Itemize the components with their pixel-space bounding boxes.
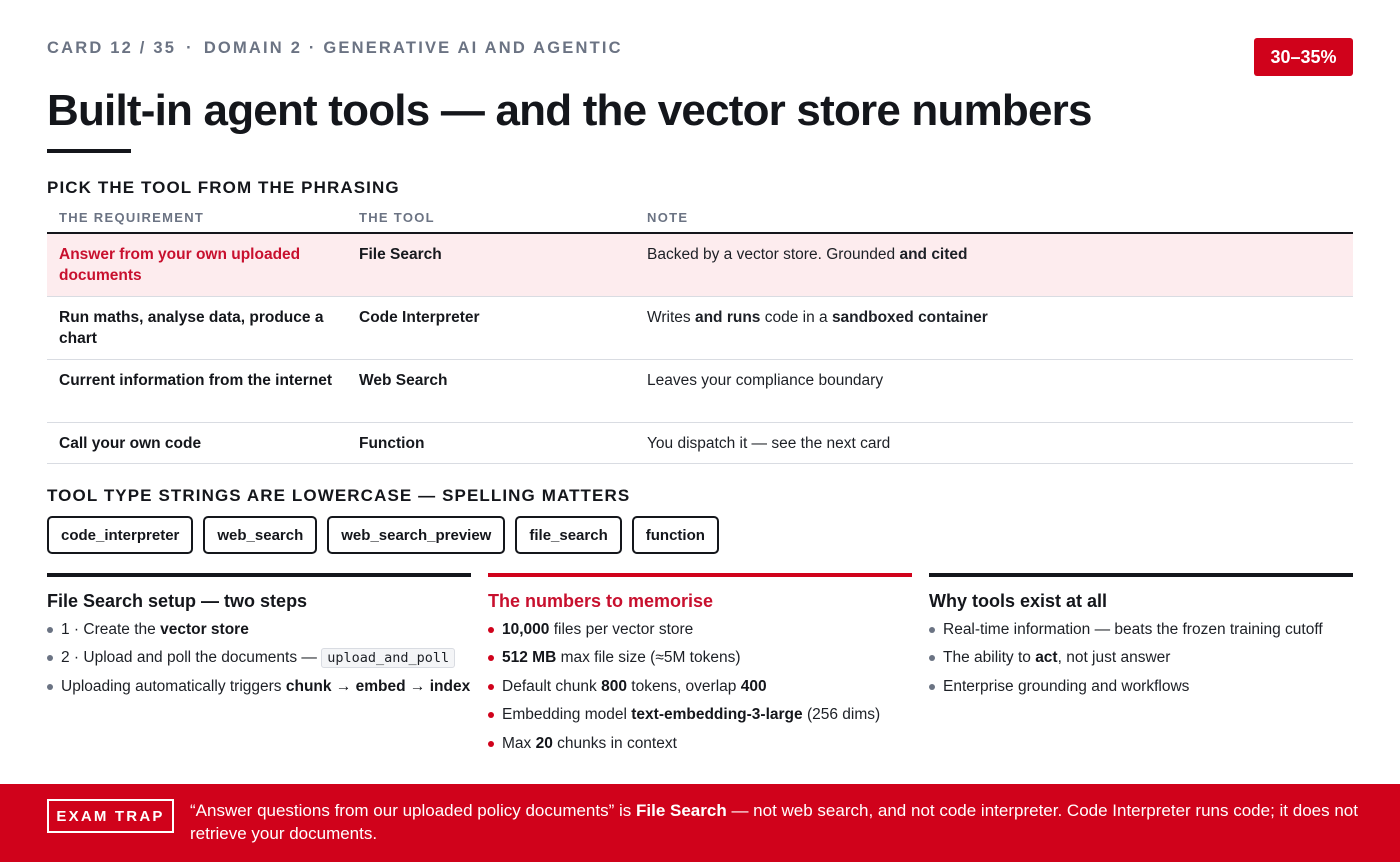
emphasis-text: and runs (694, 309, 761, 326)
requirement-cell: Current information from the internet (59, 372, 332, 389)
list-item (47, 620, 471, 640)
breadcrumb-separator: · (186, 39, 194, 57)
list-item (488, 705, 912, 725)
column-top-rule (488, 573, 912, 577)
emphasis-text: chunk → embed → index (285, 677, 471, 695)
note-text: Backed by a vector store. Grounded (647, 246, 900, 263)
tool-type-chip: function (632, 516, 719, 554)
domain-label: DOMAIN 2 · GENERATIVE AI AND AGENTIC (203, 39, 623, 57)
column-top-rule (929, 573, 1353, 577)
tool-cell: Code Interpreter (359, 309, 480, 326)
emphasis-text: act (1035, 649, 1058, 667)
tool-type-chip: web_search (203, 516, 317, 554)
requirement-cell: Answer from your own uploaded documents (59, 246, 301, 284)
requirement-cell: Run maths, analyse data, produce a chart (59, 309, 324, 347)
numbers-to-memorise-column (488, 573, 912, 762)
why-tools-exist-column (929, 573, 1353, 705)
column-header-requirement: THE REQUIREMENT (59, 210, 205, 225)
list-item (488, 734, 912, 754)
tool-cell: File Search (359, 246, 442, 263)
item-text: 2 · Upload and poll the documents — (61, 649, 322, 667)
emphasis-text: and cited (899, 246, 968, 263)
note-cell (635, 360, 1353, 422)
item-text: Enterprise grounding and workflows (943, 677, 1190, 695)
note-text: Writes (647, 309, 695, 326)
tool-cell: Web Search (359, 372, 448, 389)
item-text: 1 · Create the (61, 621, 161, 638)
title-underline (47, 149, 131, 153)
column-list (488, 620, 912, 754)
list-item (488, 648, 912, 668)
list-item (47, 648, 471, 668)
column-header-tool: THE TOOL (359, 210, 435, 225)
list-item (929, 620, 1353, 640)
list-item (47, 677, 471, 697)
item-text: tokens, overlap (626, 677, 741, 695)
column-title: The numbers to memorise (488, 591, 714, 611)
tool-type-chip: file_search (515, 516, 621, 554)
column-title: File Search setup — two steps (47, 591, 308, 611)
column-header-note: NOTE (647, 210, 689, 225)
item-text: files per vector store (549, 621, 694, 638)
exam-trap-text (190, 799, 1360, 845)
exam-trap-label: EXAM TRAP (47, 799, 174, 833)
item-text: The ability to (943, 649, 1036, 667)
page-title: Built-in agent tools — and the vector store numbers (47, 86, 1092, 135)
list-item (929, 648, 1353, 668)
note-text: code in a (760, 309, 832, 326)
list-item (488, 620, 912, 640)
column-list (929, 620, 1353, 697)
tool-table-section-label: PICK THE TOOL FROM THE PHRASING (47, 178, 400, 197)
tool-cell: Function (359, 435, 425, 452)
table-body (47, 234, 1353, 464)
note-cell (635, 234, 1353, 296)
column-list (47, 620, 471, 697)
item-text: Real-time information — beats the frozen training cutoff (943, 621, 1323, 638)
emphasis-text: 20 (535, 734, 553, 752)
card-counter: CARD 12 / 35 (47, 39, 177, 57)
item-text: Uploading automatically triggers (61, 677, 286, 695)
emphasis-text: File Search (636, 801, 727, 820)
item-text: max file size (≈5M tokens) (556, 649, 741, 667)
emphasis-text: 512 MB (502, 649, 557, 667)
list-item (488, 677, 912, 697)
emphasis-text: vector store (160, 621, 249, 638)
note-text: Leaves your compliance boundary (647, 372, 884, 389)
tool-type-chip: code_interpreter (47, 516, 193, 554)
file-search-setup-column (47, 573, 471, 705)
type-strings-section-label: TOOL TYPE STRINGS ARE LOWERCASE — SPELLING MATTERS (47, 486, 631, 505)
item-text: , not just answer (1057, 649, 1171, 667)
emphasis-text: 10,000 (502, 621, 550, 638)
table-row (47, 297, 1353, 360)
item-text: Embedding model (502, 706, 632, 724)
requirement-cell: Call your own code (59, 435, 202, 452)
emphasis-text: text-embedding-3-large (631, 706, 803, 724)
note-text: You dispatch it — see the next card (647, 435, 891, 452)
tool-type-chips (47, 516, 719, 554)
item-text: chunks in context (552, 734, 677, 752)
item-text: (256 dims) (802, 706, 881, 724)
inline-code: upload_and_poll (321, 648, 455, 668)
item-text: Default chunk (502, 677, 602, 695)
card-breadcrumb (47, 39, 623, 58)
table-header (47, 205, 1353, 234)
tool-type-chip: web_search_preview (327, 516, 505, 554)
emphasis-text: sandboxed container (831, 309, 988, 326)
note-cell (635, 423, 1353, 463)
list-item (929, 677, 1353, 697)
note-cell (635, 297, 1353, 359)
trap-text-run: — not web search, and not code interpreter. Code Interpreter runs code; it does not retrieve your documents. (190, 801, 1358, 843)
table-row (47, 423, 1353, 464)
emphasis-text: 800 (601, 677, 627, 695)
trap-text-run: “Answer questions from our uploaded policy documents” is (190, 801, 636, 820)
table-row (47, 360, 1353, 423)
emphasis-text: 400 (740, 677, 767, 695)
column-top-rule (47, 573, 471, 577)
item-text: Max (502, 734, 536, 752)
exam-trap-banner (0, 784, 1400, 862)
tool-table (47, 205, 1353, 464)
exam-weight-badge: 30–35% (1254, 38, 1353, 76)
table-row (47, 234, 1353, 297)
column-title: Why tools exist at all (929, 591, 1108, 611)
